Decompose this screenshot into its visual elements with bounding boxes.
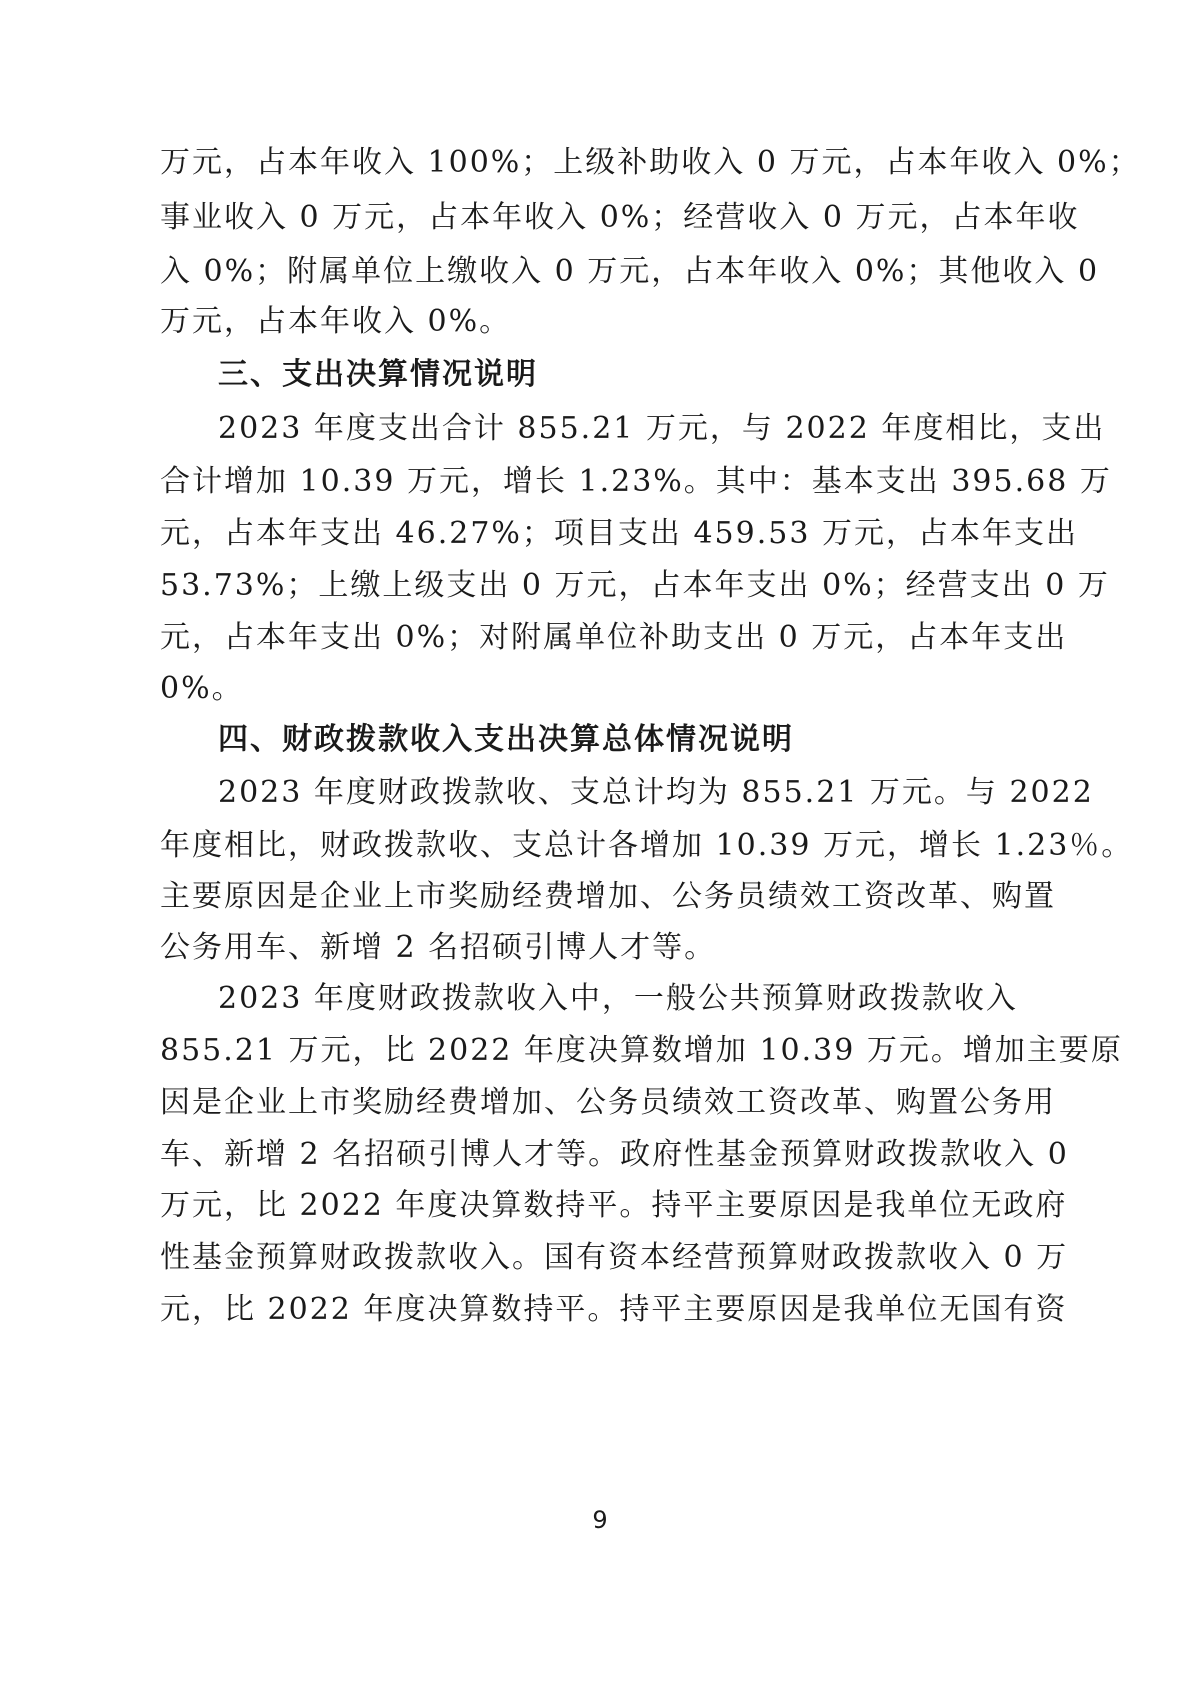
body-text-line: 因是企业上市奖励经费增加、公务员绩效工资改革、购置公务用 xyxy=(160,1085,1056,1120)
body-text-line: 性基金预算财政拨款收入。国有资本经营预算财政拨款收入 0 万 xyxy=(160,1240,1069,1275)
section-heading: 四、财政拨款收入支出决算总体情况说明 xyxy=(218,722,794,757)
body-text-line: 公务用车、新增 2 名招硕引博人才等。 xyxy=(160,930,717,965)
body-text-line: 53.73%；上缴上级支出 0 万元，占本年支出 0%；经营支出 0 万 xyxy=(160,568,1110,603)
body-text-line: 元，占本年支出 0%；对附属单位补助支出 0 万元，占本年支出 xyxy=(160,620,1068,655)
body-text-line: 0%。 xyxy=(160,671,244,706)
body-text-line: 万元，占本年收入 100%；上级补助收入 0 万元，占本年收入 0%； xyxy=(160,145,1141,180)
body-text-line: 2023 年度支出合计 855.21 万元，与 2022 年度相比，支出 xyxy=(218,411,1106,446)
body-text-line: 主要原因是企业上市奖励经费增加、公务员绩效工资改革、购置 xyxy=(160,879,1056,914)
body-text-line: 2023 年度财政拨款收入中，一般公共预算财政拨款收入 xyxy=(218,981,1018,1016)
body-text-line: 合计增加 10.39 万元，增长 1.23%。其中：基本支出 395.68 万 xyxy=(160,464,1112,499)
body-text-line: 元，占本年支出 46.27%；项目支出 459.53 万元，占本年支出 xyxy=(160,516,1078,551)
body-text-line: 入 0%；附属单位上缴收入 0 万元，占本年收入 0%；其他收入 0 xyxy=(160,254,1100,289)
body-text-line: 万元，比 2022 年度决算数持平。持平主要原因是我单位无政府 xyxy=(160,1188,1068,1223)
body-text-line: 车、新增 2 名招硕引博人才等。政府性基金预算财政拨款收入 0 xyxy=(160,1137,1069,1172)
body-text-line: 事业收入 0 万元，占本年收入 0%；经营收入 0 万元，占本年收 xyxy=(160,200,1080,235)
body-text-line: 年度相比，财政拨款收、支总计各增加 10.39 万元，增长 1.23％。 xyxy=(160,828,1134,863)
body-text-line: 万元，占本年收入 0%。 xyxy=(160,304,512,339)
body-text-line: 元，比 2022 年度决算数持平。持平主要原因是我单位无国有资 xyxy=(160,1292,1068,1327)
body-text-line: 855.21 万元，比 2022 年度决算数增加 10.39 万元。增加主要原 xyxy=(160,1033,1123,1068)
section-heading: 三、支出决算情况说明 xyxy=(218,357,538,392)
body-text-line: 2023 年度财政拨款收、支总计均为 855.21 万元。与 2022 xyxy=(218,775,1094,810)
page-number: 9 xyxy=(592,1506,608,1534)
